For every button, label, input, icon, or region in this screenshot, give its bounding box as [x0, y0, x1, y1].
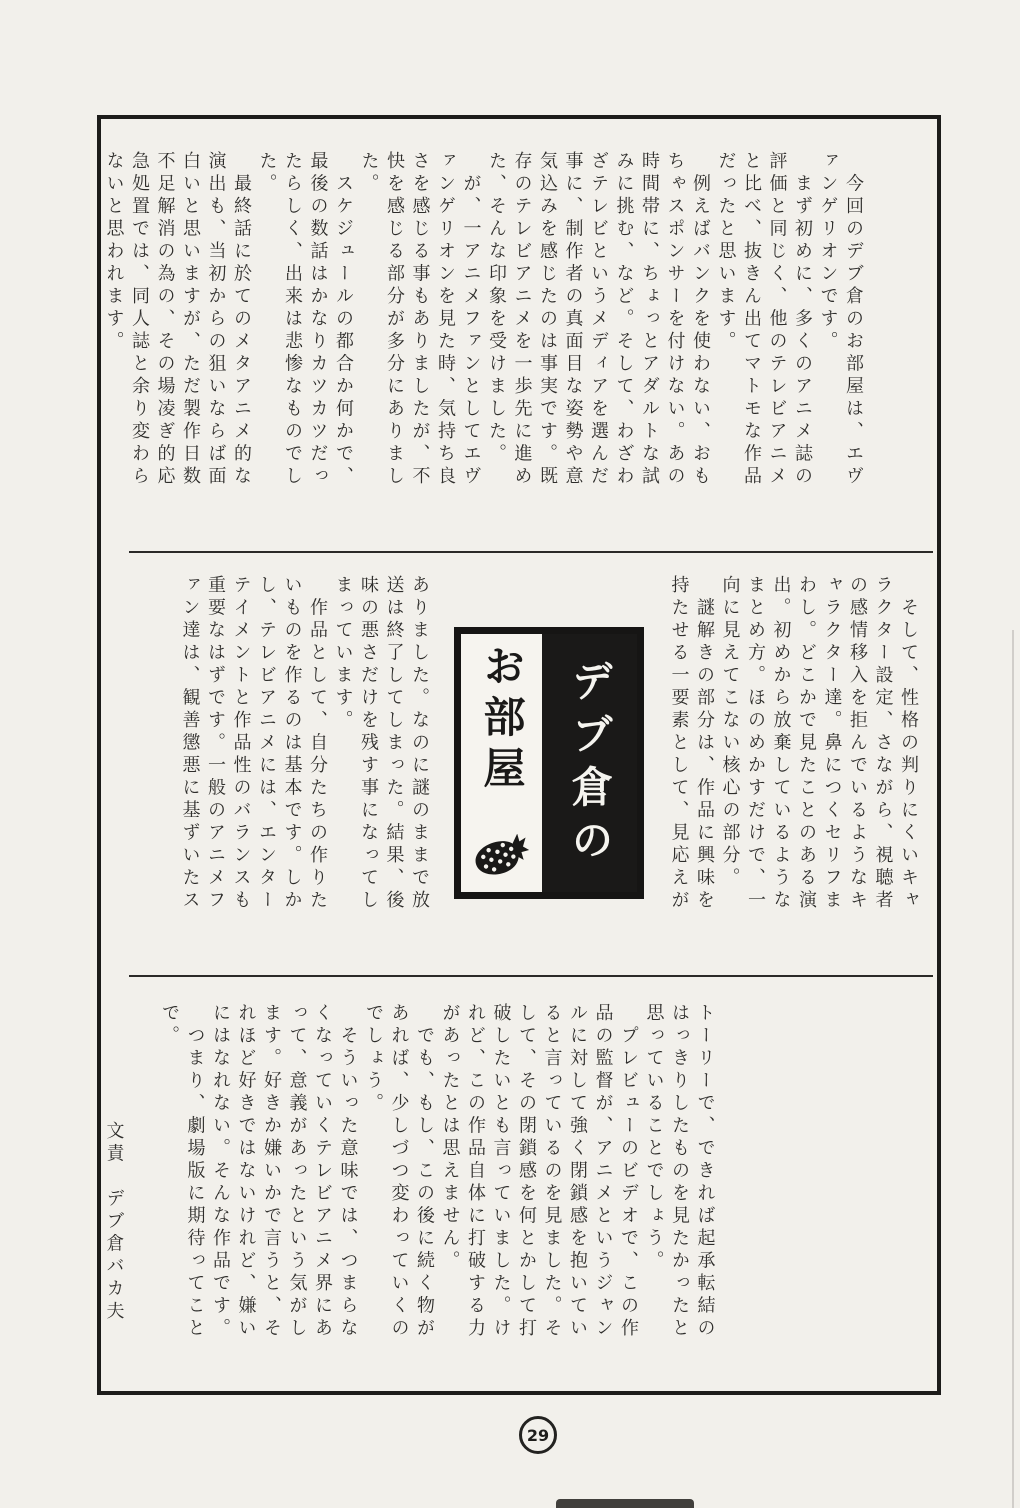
text-column: 最終話に於てのメタアニメ的な	[231, 151, 252, 489]
text-column: 出。初めから放棄しているような	[770, 575, 792, 913]
divider	[129, 975, 933, 977]
text-column: まず初めに、多くのアニメ誌の	[792, 151, 813, 489]
text-column: トーリーで、できれば起承転結の	[694, 1003, 716, 1341]
text-column: ざテレビというメディアを選んだ	[588, 151, 609, 489]
text-column: プレビューのビデオで、この作	[618, 1003, 639, 1341]
essay-top-section	[101, 151, 882, 551]
text-column: 送は終了してしまった。結果、後	[383, 575, 405, 913]
text-column: 時間帯に、ちょっとアダルトな試	[639, 151, 660, 489]
text-column: わし。どこかで見たことのある演	[796, 575, 817, 913]
text-column: いものを作るのは基本です。しか	[281, 575, 303, 913]
text-column: た。	[256, 151, 278, 196]
text-column: して、その閉鎖感を何とかして打	[516, 1003, 537, 1341]
divider	[129, 551, 933, 553]
essay-middle-section	[101, 575, 937, 975]
page-number-badge	[519, 1416, 557, 1454]
text-column: 白いと思いますが、ただ製作日数	[180, 151, 201, 489]
text-column: ます。好きか嫌いかで言うと、そ	[261, 1003, 282, 1341]
text-column: 謎解きの部分は、作品に興味を	[694, 575, 715, 913]
text-column: た、そんな印象を受けました。	[486, 151, 507, 466]
page-number: 29	[526, 1425, 550, 1445]
scan-artifact	[556, 1499, 694, 1508]
text-column: 不足解消の為の、その場凌ぎ的応	[154, 151, 176, 489]
text-column: が、一アニメファンとしてエヴ	[460, 151, 482, 489]
text-column: はっきりしたものを見たかったと	[669, 1003, 690, 1341]
essay-top-columns	[101, 151, 866, 551]
text-column: 思っていることでしょう。	[643, 1003, 665, 1273]
strawberry-icon	[472, 834, 530, 884]
essay-middle-right-columns	[666, 575, 921, 975]
text-column: 向に見えてこない核心の部分。	[719, 575, 741, 890]
text-column: 存のテレビアニメを一歩先に進め	[511, 151, 533, 489]
essay-bottom-section	[101, 1003, 734, 1385]
text-column: があったとは思えません。	[439, 1003, 461, 1273]
title-text-white-pane: お部屋	[477, 644, 527, 797]
text-column: でしょう。	[363, 1003, 384, 1116]
text-column: れど、この作品自体に打破する力	[465, 1003, 486, 1341]
text-column: ァンゲリオンを見た時、気持ち良	[435, 151, 456, 489]
text-column: みに挑む、など。そして、わざわ	[613, 151, 635, 489]
text-column: ちゃスポンサーを付けない。あの	[664, 151, 686, 489]
page-border-frame	[97, 115, 941, 1395]
text-column: さを感じる事もありましたが、不	[409, 151, 431, 489]
text-column: で。	[159, 1003, 180, 1048]
text-column: ルに対して強く閉鎖感を抱いてい	[567, 1003, 588, 1341]
title-text-black-pane: デブ倉の	[565, 659, 615, 871]
text-column: 味の悪さだけを残す事になってし	[358, 575, 379, 913]
text-column: ャラクター達。鼻につくセリフま	[821, 575, 843, 913]
title-box-white-pane	[461, 634, 542, 892]
text-column: 例えばバンクを使わない、おも	[690, 151, 711, 489]
text-column: あれば、少しづつ変わっていくの	[388, 1003, 410, 1341]
text-column: まっています。	[332, 575, 354, 733]
text-column: たらしく、出来は悲惨なものでし	[282, 151, 303, 489]
text-column: って、意義があったという気がし	[286, 1003, 308, 1341]
text-column: ないと思われます。	[103, 151, 125, 354]
text-column: 品の監督が、アニメというジャン	[592, 1003, 614, 1341]
title-box-black-pane	[542, 634, 637, 892]
text-column: 破したいとも言っていました。け	[490, 1003, 512, 1341]
text-column: ラクター設定、さながら、視聴者	[872, 575, 894, 913]
scan-artifact	[1012, 630, 1014, 1508]
text-column: 快を感じる部分が多分にありまし	[384, 151, 405, 489]
text-column: ァン達は、観善懲悪に基ずいたス	[179, 575, 201, 913]
text-column: テイメントと作品性のバランスも	[230, 575, 252, 913]
text-column: そして、性格の判りにくいキャ	[898, 575, 919, 913]
text-column: 評価と同じく、他のテレビアニメ	[766, 151, 788, 489]
text-column: の感情移入を拒んでいるようなキ	[847, 575, 868, 913]
column-title-box	[454, 627, 644, 899]
text-column: つまり、劇場版に期待ってこと	[184, 1003, 206, 1341]
essay-bottom-columns	[157, 1003, 718, 1385]
text-column: 演出も、当初からの狙いならば面	[205, 151, 227, 489]
text-column: し、テレビアニメには、エンター	[256, 575, 277, 913]
text-column: 持たせる一要素として、見応えが	[668, 575, 690, 913]
text-column: くなっていくテレビアニメ界にあ	[312, 1003, 333, 1341]
text-column: 重要なはずです。一般のアニメフ	[205, 575, 226, 913]
text-column: ァンゲリオンです。	[817, 151, 839, 354]
text-column: そういった意味では、つまらな	[337, 1003, 359, 1341]
author-signature: 文責 デブ倉バカ夫	[103, 1121, 125, 1324]
text-column: でも、もし、この後に続く物が	[414, 1003, 435, 1341]
text-column: 気込みを感じたのは事実です。既	[537, 151, 558, 489]
text-column: まとめ方。ほのめかすだけで、一	[745, 575, 766, 913]
text-column: 作品として、自分たちの作りた	[307, 575, 328, 913]
text-column: ると言っているのを見ました。そ	[541, 1003, 563, 1341]
text-column: た。	[358, 151, 380, 196]
text-column: 事に、制作者の真面目な姿勢や意	[562, 151, 584, 489]
text-column: だったと思います。	[715, 151, 737, 354]
text-column: 今回のデブ倉のお部屋は、エヴ	[843, 151, 864, 489]
text-column: にはなれない。そんな作品です。	[210, 1003, 231, 1341]
text-column: 最後の数話はかなりカツカツだっ	[307, 151, 329, 489]
text-column: と比べ、抜きん出てマトモな作品	[741, 151, 762, 489]
text-column: スケジュールの都合か何かで、	[333, 151, 354, 489]
text-column: 急処置では、同人誌と余り変わら	[129, 151, 150, 489]
essay-middle-left-columns	[177, 575, 432, 975]
text-column: れほど好きではないけれど、嫌い	[235, 1003, 257, 1341]
text-column: ありました。なのに謎のままで放	[409, 575, 430, 913]
